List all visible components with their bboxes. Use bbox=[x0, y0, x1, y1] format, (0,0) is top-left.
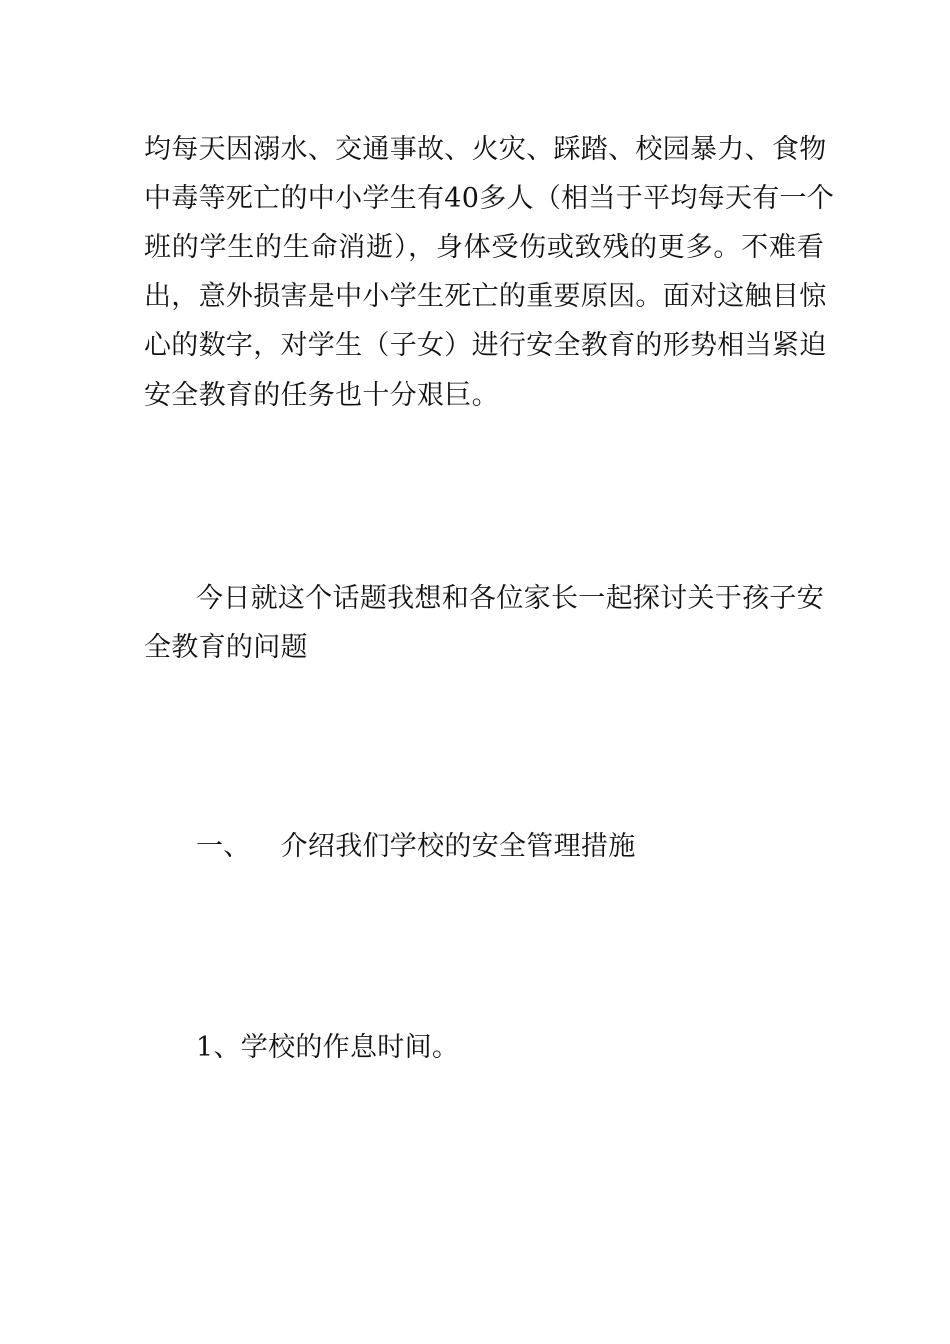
section-title: 介绍我们学校的安全管理措施 bbox=[280, 831, 636, 862]
paragraph-line: 均每天因溺水、交通事故、火灾、踩踏、校园暴力、食物 bbox=[144, 134, 827, 165]
list-item-schedule: 1、学校的作息时间。 bbox=[196, 1032, 460, 1063]
paragraph-line: 出，意外损害是中小学生死亡的重要原因。面对这触目惊 bbox=[144, 281, 827, 312]
paragraph-line: 今日就这个话题我想和各位家长一起探讨关于孩子安 bbox=[196, 583, 824, 614]
paragraph-line: 中毒等死亡的中小学生有40多人（相当于平均每天有一个 bbox=[144, 183, 835, 214]
paragraph-line: 班的学生的生命消逝），身体受伤或致残的更多。不难看 bbox=[144, 232, 824, 263]
section-heading bbox=[196, 831, 756, 863]
paragraph-line: 心的数字，对学生（子女）进行安全教育的形势相当紧迫 bbox=[144, 330, 827, 361]
paragraph-line: 全教育的问题 bbox=[144, 632, 308, 663]
paragraph-line: 安全教育的任务也十分艰巨。 bbox=[144, 380, 499, 411]
section-number: 一、 bbox=[196, 831, 251, 862]
